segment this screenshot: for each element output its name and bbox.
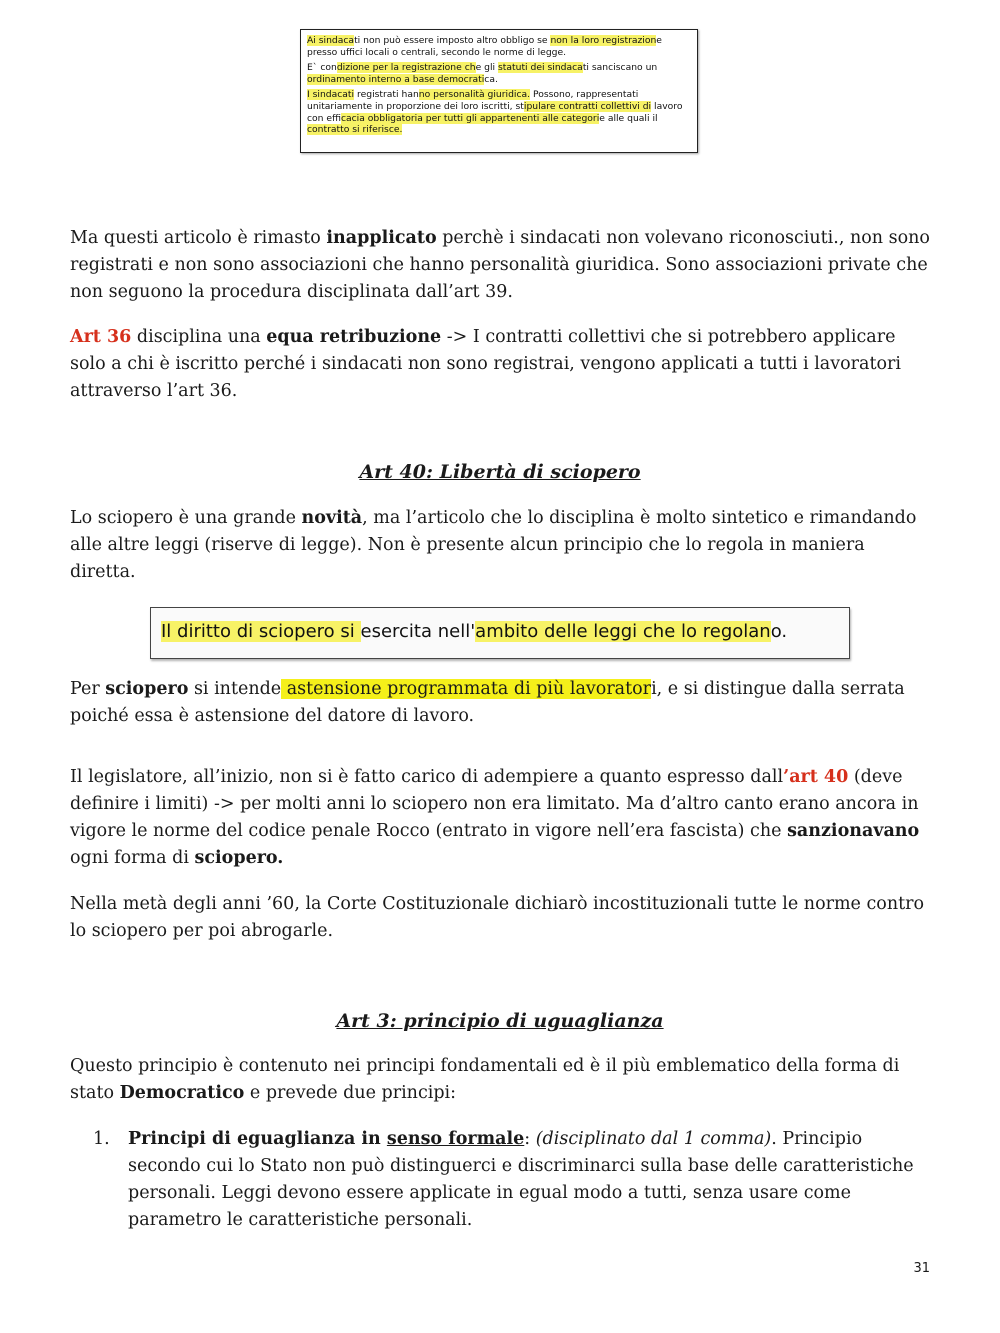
list-item — [93, 1126, 933, 1234]
paragraph-sciopero-novita: Lo sciopero è una grande novità, ma l’articolo che lo disciplina è molto sintetico e rimandando alle altre leggi (riserve di legge). Non è presente alcun principio che lo regola in maniera diretta. — [70, 508, 917, 582]
section-heading-art-3: Art 3: principio di uguaglianza — [336, 1010, 664, 1032]
article-40-quote: Il diritto di sciopero si esercita nell'ambito delle leggi che lo regolano. — [150, 607, 850, 659]
paragraph-principio-uguaglianza: Questo principio è contenuto nei principi fondamentali ed è il più emblematico della forma di stato Democratico e prevede due principi: — [70, 1056, 900, 1103]
section-heading-art-40: Art 40: Libertà di sciopero — [359, 461, 641, 483]
article-39-excerpt — [300, 29, 698, 153]
paragraph-legislatore: Il legislatore, all’inizio, non si è fatto carico di adempiere a quanto espresso dall’art 40 (deve definire i limiti) -> per molti anni lo sciopero non era limitato. Ma d’altro canto erano ancora in vigore le norme del codice penale Rocco (entrato in vigore nell’era fascista) che sanzionavano ogni forma di sciopero. — [70, 767, 920, 868]
paragraph-definizione-sciopero: Per sciopero si intende astensione programmata di più lavoratori, e si distingue dalla serrata poiché essa è astensione del datore di lavoro. — [70, 679, 905, 726]
page-number: 31 — [913, 1261, 930, 1276]
paragraph-inapplicato: Ma questi articolo è rimasto inapplicato perchè i sindacati non volevano riconosciuti., non sono registrati e non sono associazioni che hanno personalità giuridica. Sono associazioni private che non seguono la procedura disciplinata dall’art 39. — [70, 228, 930, 302]
list-number: 1. — [93, 1129, 110, 1149]
excerpt-paragraph: E` condizione per la registrazione che gli statuti dei sindacati sanciscano un ordinamento interno a base democratica. — [307, 62, 658, 85]
paragraph-corte-costituzionale: Nella metà degli anni ’60, la Corte Costituzionale dichiarò incostituzionali tutte le norme contro lo sciopero per poi abrogarle. — [70, 894, 925, 941]
list-item-content: Principi di eguaglianza in senso formale: (disciplinato dal 1 comma). Principio secondo cui lo Stato non può distinguerci e discriminarci sulla base delle caratteristiche personali. Leggi devono essere applicate in egual modo a tutti, senza usare come parametro le caratteristiche personali. — [128, 1129, 914, 1230]
excerpt-paragraph: Ai sindacati non può essere imposto altro obbligo se non la loro registrazione presso uffici locali o centrali, secondo le norme di legge. — [307, 35, 662, 58]
paragraph-art-36: Art 36 disciplina una equa retribuzione -> I contratti collettivi che si potrebbero applicare solo a chi è iscritto perché i sindacati non sono registrai, vengono applicati a tutti i lavoratori attraverso l’art 36. — [70, 327, 901, 401]
excerpt-paragraph: I sindacati registrati hanno personalità giuridica. Possono, rappresentati unitariamente in proporzione dei loro iscritti, stipulare contratti collettivi di lavoro con efficacia obbligatoria per tutti gli appartenenti alle categorie alle quali il contratto si riferisce. — [307, 89, 683, 136]
